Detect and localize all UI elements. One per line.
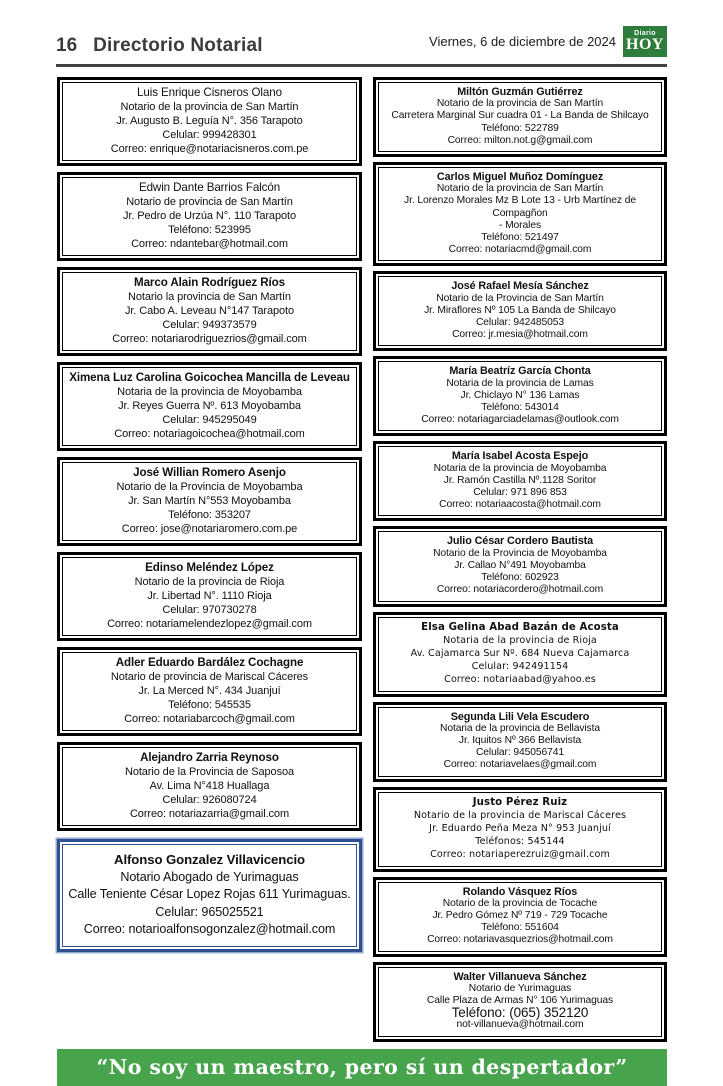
notary-card-inner — [62, 462, 357, 541]
notary-line: not-villanueva@hotmail.com — [456, 1019, 584, 1031]
notary-name: Segunda Lili Vela Escudero — [450, 710, 590, 723]
notary-line: Correo: notariaabad@yahoo.es — [444, 674, 596, 686]
notary-line: Teléfono: 353207 — [168, 509, 251, 521]
notary-line: Correo: enrique@notariacisneros.com.pe — [110, 143, 309, 155]
notary-card-inner — [62, 557, 357, 636]
notary-card — [373, 877, 667, 957]
notary-line: Celular: 945295049 — [162, 414, 257, 426]
notary-card-inner — [378, 617, 662, 692]
notary-card — [373, 271, 667, 351]
quote-banner — [57, 1049, 667, 1086]
header-right — [429, 26, 667, 57]
notary-line: Correo: notariagarciadelamas@outlook.com — [421, 414, 619, 426]
notary-line: Correo: notariaacosta@hotmail.com — [439, 499, 601, 511]
notary-line: Correo: jr.mesia@hotmail.com — [452, 329, 588, 341]
notary-line: Correo: notariavasquezrios@hotmail.com — [427, 934, 613, 946]
notary-card — [57, 362, 362, 451]
notary-card — [57, 77, 362, 166]
notary-line: Correo: notariazarria@gmail.com — [129, 808, 290, 820]
notary-line: Correo: notariabarcoch@gmail.com — [124, 713, 295, 725]
notary-name: José Rafael Mesía Sánchez — [451, 280, 589, 293]
notary-line: Notario de la provincia de Mariscal Cáceres — [413, 809, 627, 821]
notary-name: Rolando Vásquez Ríos — [462, 885, 578, 898]
header-date: Viernes, 6 de diciembre de 2024 — [429, 34, 616, 49]
notary-line: Celular: 926080724 — [162, 794, 257, 806]
notary-line: Notaria de la provincia de Lamas — [446, 377, 594, 389]
notary-line: Teléfono: 523995 — [168, 224, 251, 236]
notary-line: Notario de la provincia de San Martín — [120, 101, 299, 113]
notary-line: Teléfono: (065) 352120 — [451, 1005, 589, 1021]
notary-card-inner — [378, 446, 662, 516]
notary-line: Teléfono: 551604 — [481, 922, 559, 934]
notary-card-inner — [62, 272, 357, 351]
notary-name: Julio César Cordero Bautista — [447, 535, 593, 548]
notary-line: Notaria de la provincia de Bellavista — [440, 722, 600, 734]
notary-name: José Willian Romero Asenjo — [133, 466, 286, 479]
page-header — [0, 0, 723, 62]
notary-line: Jr. Augusto B. Leguía N°. 356 Tarapoto — [116, 115, 303, 127]
notary-card-inner — [378, 882, 662, 952]
notary-line: Jr. Ramón Castilla Nº.1128 Soritor — [443, 474, 597, 486]
notary-card-inner — [378, 361, 662, 431]
notary-name: Marco Alain Rodríguez Ríos — [134, 276, 285, 289]
notary-line: Jr. San Martín N°553 Moyobamba — [128, 495, 291, 507]
notary-line: Teléfono: 602923 — [481, 572, 559, 584]
notary-line: Correo: notariavelaes@gmail.com — [443, 759, 597, 771]
directory-columns — [0, 67, 723, 1042]
notary-line: Correo: notariaperezruiz@gmail.com — [430, 849, 610, 861]
notary-card-inner — [62, 82, 357, 161]
notary-line: Teléfono: 545535 — [168, 699, 251, 711]
notary-name: María Beatríz García Chonta — [449, 365, 591, 378]
notary-card-inner — [378, 531, 662, 601]
notary-name: Alejandro Zarria Reynoso — [140, 751, 279, 764]
notary-line: - Morales — [498, 219, 541, 231]
notary-card — [373, 526, 667, 606]
right-column — [373, 77, 667, 1042]
notary-line: Celular: 971 896 853 — [473, 487, 567, 499]
notary-line: Notario Abogado de Yurimaguas — [120, 869, 299, 884]
notary-card-inner — [378, 967, 662, 1037]
notary-line: Notario de la provincia de San Martín — [436, 98, 604, 110]
logo-diario-text: Diario — [634, 30, 656, 37]
notary-card — [373, 787, 667, 872]
notary-line: Teléfonos: 545144 — [475, 836, 565, 848]
notary-line: Celular: 949373579 — [162, 319, 257, 331]
notary-line: Notario la provincia de San Martín — [128, 291, 291, 303]
left-column — [57, 77, 362, 952]
notary-name: Edinso Meléndez López — [145, 561, 274, 574]
notary-line: Jr. Callao N°491 Moyobamba — [454, 559, 586, 571]
notary-line: Notario de la Provincia de Moyobamba — [433, 547, 607, 559]
notary-line: Celular: 942491154 — [471, 661, 569, 673]
notary-line: Notario de la provincia de Tocache — [442, 897, 598, 909]
notary-name: Edwin Dante Barrios Falcón — [138, 181, 281, 194]
diario-hoy-logo — [623, 26, 667, 57]
notary-card — [57, 647, 362, 736]
notary-line: Carretera Marginal Sur cuadra 01 - La Banda de Shilcayo — [391, 110, 649, 122]
notary-line: Av. Lima N°418 Huallaga — [149, 780, 270, 792]
notary-line: Celular: 999428301 — [162, 129, 257, 141]
notary-name: Luis Enrique Cisneros Olano — [137, 86, 282, 99]
notary-card-inner — [378, 707, 662, 777]
quote-text: “No soy un maestro, pero sí un despertador” — [96, 1055, 628, 1080]
notary-line: Notario de la Provincia de Saposoa — [124, 766, 295, 778]
notary-line: Correo: notariarodriguezrios@gmail.com — [112, 333, 307, 345]
notary-card-inner — [378, 792, 662, 867]
notary-line: Notario de provincia de San Martín — [126, 196, 293, 208]
notary-card — [373, 702, 667, 782]
notary-line: Correo: milton.not.g@gmail.com — [447, 134, 593, 146]
notary-line: Jr. Reyes Guerra Nº. 613 Moyobamba — [118, 400, 301, 412]
notary-line: Correo: notarioalfonsogonzalez@hotmail.com — [83, 922, 336, 936]
notary-name: Ximena Luz Carolina Goicochea Mancilla de Leveau — [69, 371, 350, 384]
notary-line: Jr. Eduardo Peña Meza N° 953 Juanjuí — [429, 822, 611, 834]
logo-hoy-text: HOY — [626, 36, 664, 53]
notary-card — [373, 77, 667, 157]
notary-card-inner — [62, 652, 357, 731]
notary-line: Jr. La Merced N°. 434 Juanjuí — [138, 685, 281, 697]
notary-card — [57, 742, 362, 831]
notary-line: Correo: notariagoicochea@hotmail.com — [114, 428, 305, 440]
notary-line: Jr. Iquitos Nº 366 Bellavista — [458, 734, 582, 746]
notary-line: Correo: notariacordero@hotmail.com — [436, 584, 604, 596]
notary-line: Notario de la Provincia de San Martín — [436, 292, 604, 304]
notary-card — [373, 612, 667, 697]
notary-line: Jr. Pedro Gómez Nº 719 - 729 Tocache — [432, 909, 608, 921]
notary-line: Celular: 965025521 — [155, 904, 264, 919]
notary-card — [373, 441, 667, 521]
notary-name: Carlos Miguel Muñoz Domínguez — [436, 171, 604, 184]
notary-line: Jr. Cabo A. Leveau N°147 Tarapoto — [124, 305, 295, 317]
notary-card-inner — [62, 747, 357, 826]
notary-line: Jr. Miraflores Nº 105 La Banda de Shilcayo — [424, 304, 616, 316]
notary-name: Alfonso Gonzalez Villavicencio — [114, 852, 305, 867]
notary-card — [373, 962, 667, 1042]
notary-card-inner — [378, 82, 662, 152]
notary-line: Notario de provincia de Mariscal Cáceres — [110, 671, 309, 683]
notary-card — [57, 172, 362, 261]
notary-line: Celular: 945056741 — [475, 747, 565, 759]
notary-name: Miltón Guzmán Gutiérrez — [457, 86, 583, 98]
notary-line: Notario de la provincia de San Martín — [436, 183, 604, 195]
notary-line: Notario de Yurimaguas — [468, 982, 572, 994]
page-number: 16 — [56, 35, 78, 56]
notary-line: Correo: jose@notariaromero.com.pe — [121, 523, 298, 535]
notary-line: Jr. Chiclayo N° 136 Lamas — [460, 389, 580, 401]
notary-line: Calle Teniente César Lopez Rojas 611 Yurimaguas. — [68, 887, 351, 901]
notary-line: Correo: ndantebar@hotmail.com — [131, 238, 288, 250]
notary-line: Notaria de la provincia de Moyobamba — [433, 462, 607, 474]
notary-line: Notario de la Provincia de Moyobamba — [116, 481, 303, 493]
notary-card — [57, 267, 362, 356]
notary-card-inner — [62, 844, 357, 947]
notary-line: Jr. Pedro de Urzúa N°. 110 Tarapoto — [123, 210, 296, 222]
notary-line: Teléfono: 521497 — [481, 232, 559, 244]
notary-card-inner — [62, 177, 357, 256]
notary-card-inner — [378, 167, 662, 261]
notary-line: Jr. Libertad N°. 1110 Rioja — [147, 590, 272, 602]
notary-card — [57, 552, 362, 641]
notary-name: Justo Pérez Ruiz — [472, 796, 568, 808]
notary-card-inner — [62, 367, 357, 446]
notary-line: Notaria de la provincia de Moyobamba — [117, 386, 302, 398]
notary-line: Correo: notariacmd@gmail.com — [448, 244, 592, 256]
notary-card — [373, 356, 667, 436]
notary-card — [57, 457, 362, 546]
notary-name: María Isabel Acosta Espejo — [451, 450, 589, 463]
notary-line: Teléfono: 522789 — [481, 122, 559, 134]
notary-line: Notaria de la provincia de Rioja — [443, 634, 597, 646]
notary-name: Walter Villanueva Sánchez — [453, 970, 587, 983]
notary-line: Celular: 942485053 — [475, 317, 565, 329]
notary-line: Teléfono: 543014 — [481, 402, 559, 414]
notary-card — [57, 839, 362, 952]
notary-line: Correo: notariamelendezlopez@gmail.com — [107, 618, 312, 630]
notary-line: Celular: 970730278 — [162, 604, 257, 616]
notary-card-inner — [378, 276, 662, 346]
notary-name: Adler Eduardo Bardález Cochagne — [115, 656, 304, 669]
notary-line: Jr. Lorenzo Morales Mz B Lote 13 - Urb Martínez de Compagñon — [404, 195, 636, 219]
notary-line: Notario de la provincia de Rioja — [134, 576, 285, 588]
notary-line: Calle Plaza de Armas N° 106 Yurimaguas — [426, 994, 614, 1006]
notary-name: Elsa Gelina Abad Bazán de Acosta — [421, 621, 619, 633]
header-left — [56, 35, 263, 57]
page-title: Directorio Notarial — [93, 35, 263, 56]
notary-line: Av. Cajamarca Sur Nº. 684 Nueva Cajamarca — [410, 647, 630, 659]
notary-card — [373, 162, 667, 266]
